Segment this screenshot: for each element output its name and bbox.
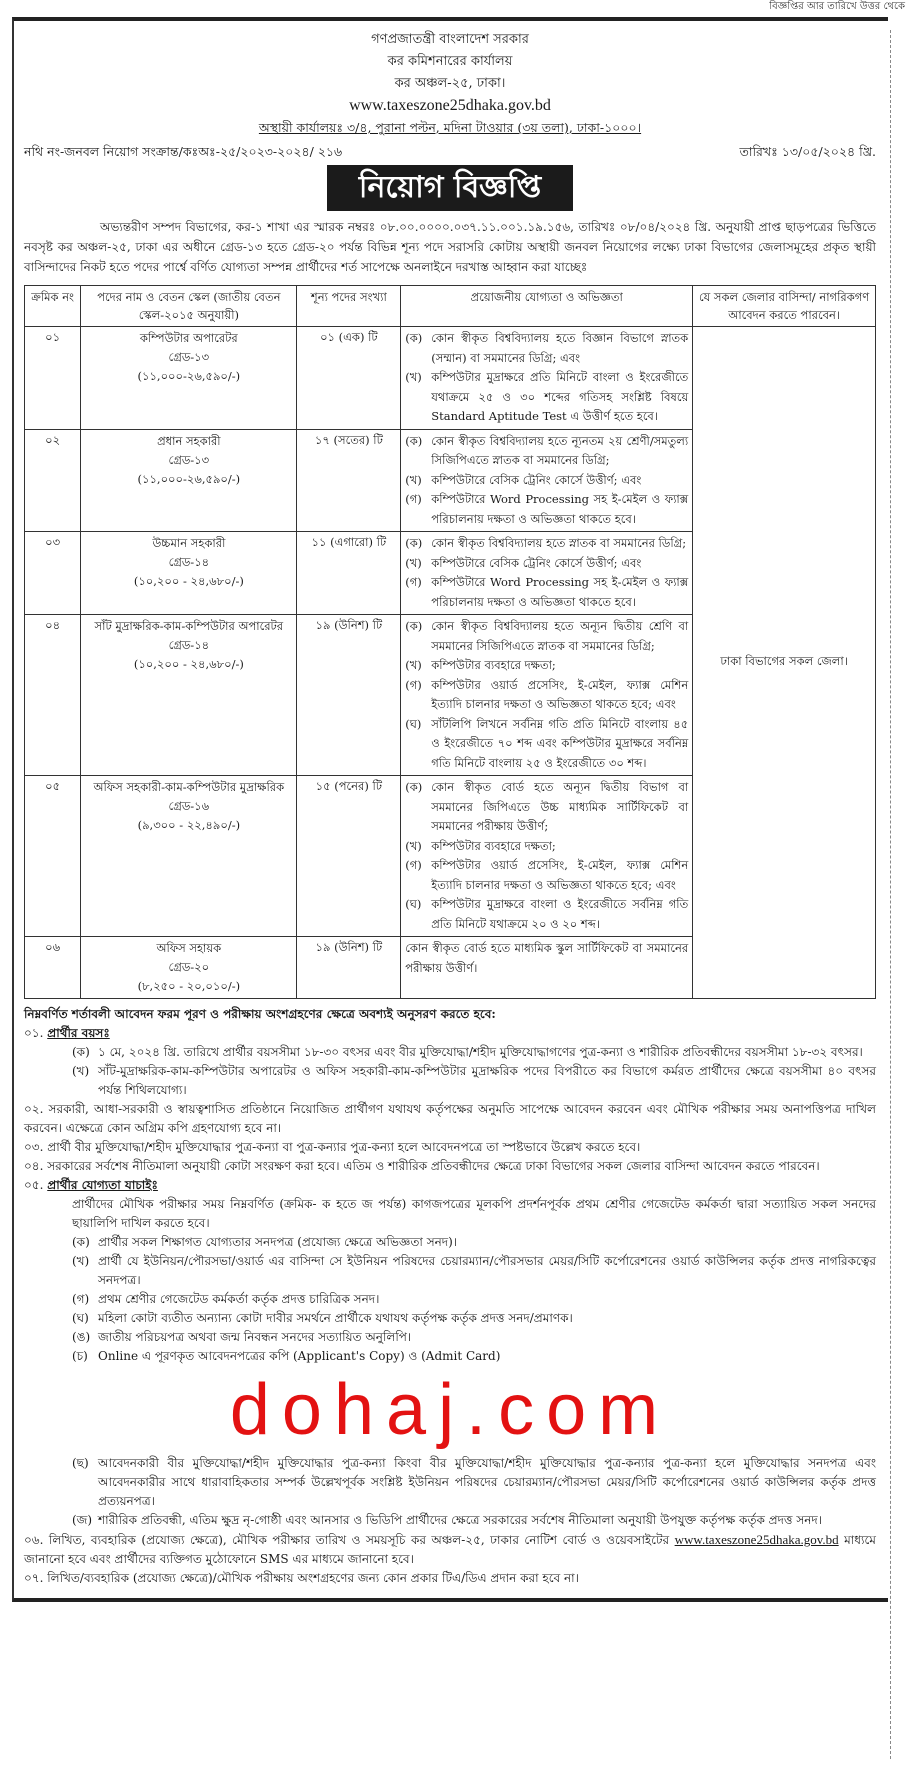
qualification-text: কোন স্বীকৃত বিশ্ববিদ্যালয় হতে অন্যূন দ্বিতীয় শ্রেণি বা সমমানের সিজিপিএতে স্নাতক বা সমমানের ডিগ্রি;: [431, 619, 689, 653]
condition-5-number: ০৫.: [24, 1178, 44, 1192]
row-serial: ০৬: [25, 937, 81, 999]
qualification-item: [405, 939, 688, 978]
qualification-text: কোন স্বীকৃত বোর্ড হতে মাধ্যমিক স্কুল সার্টিফিকেট বা সমমানের পরীক্ষায় উত্তীর্ণ।: [405, 941, 689, 975]
qualification-marker: (ঘ): [405, 897, 422, 911]
qualification-item: [405, 329, 688, 368]
qualification-text: কম্পিউটারে বেসিক ট্রেনিং কোর্সে উত্তীর্ণ; এবং: [431, 472, 642, 487]
row-serial: ০২: [25, 429, 81, 532]
table-header-row: [25, 286, 876, 327]
header-qualification: প্রয়োজনীয় যোগ্যতা ও অভিজ্ঞতা: [401, 286, 693, 327]
qualification-marker: (গ): [405, 858, 422, 872]
condition-5-items-continued: [24, 1454, 876, 1530]
row-qualifications: [401, 937, 693, 999]
condition-5-items: [24, 1233, 876, 1366]
qualification-marker: (ক): [405, 331, 423, 345]
qualification-text: কোন স্বীকৃত বিশ্ববিদ্যালয় হতে ন্যূনতম ২য় শ্রেণী/সমতুল্য সিজিপিএতে স্নাতক বা সমমানের ডিগ্রি;: [431, 433, 689, 467]
cut-line: [890, 30, 891, 1759]
condition-6-prefix: ০৬. লিখিত, ব্যবহারিক (প্রযোজ্য ক্ষেত্রে), মৌখিক পরীক্ষার তারিখ ও সময়সূচি কর অঞ্চল-২৫, ঢাকার নোটিশ বোর্ড ও ওয়েবসাইটের: [24, 1533, 670, 1547]
qualification-item: [405, 554, 688, 574]
qualification-item: [405, 471, 688, 491]
office-address: অস্থায়ী কার্যালয়ঃ ৩/৪, পুরানা পল্টন, মদিনা টাওয়ার (৩য় তলা), ঢাকা-১০০০।: [258, 120, 642, 135]
condition-1: [24, 1024, 876, 1043]
qualification-text: কম্পিউটার ওয়ার্ড প্রসেসিং, ই-মেইল, ফ্যাক্স মেশিন ইত্যাদি চালনার দক্ষতা ও অভিজ্ঞতা থাকতে হবে; এবং: [431, 858, 689, 892]
row-post: [81, 776, 297, 937]
qualification-item: [405, 856, 688, 895]
row-vacancy-count: ০১ (এক) টি: [297, 327, 401, 430]
condition-6-website-link[interactable]: www.taxeszone25dhaka.gov.bd: [674, 1532, 839, 1547]
reference-row: [24, 143, 876, 161]
office-header: [24, 29, 876, 139]
row-eligible-districts: ঢাকা বিভাগের সকল জেলা।: [693, 327, 876, 999]
qualification-text: কম্পিউটার ব্যবহারে দক্ষতা;: [431, 658, 556, 672]
post-grade: গ্রেড-১৩: [168, 452, 210, 467]
qualification-marker: (ক): [405, 536, 423, 550]
qualification-marker: (খ): [405, 472, 422, 487]
condition-sub-item: [24, 1233, 876, 1252]
qualification-item: [405, 676, 688, 715]
notice-title-wrap: [24, 165, 876, 211]
condition-5: [24, 1176, 876, 1195]
qualification-item: [405, 534, 688, 554]
qualification-marker: (ক): [405, 780, 423, 794]
qualification-marker: (গ): [405, 575, 422, 589]
post-grade: গ্রেড-১৪: [168, 638, 210, 652]
header-district: যে সকল জেলার বাসিন্দা/ নাগরিকগণ আবেদন করতে পারবেন।: [693, 286, 876, 327]
condition-sub-marker: (গ): [72, 1292, 90, 1306]
condition-sub-marker: (খ): [72, 1064, 90, 1078]
condition-sub-marker: (জ): [72, 1513, 93, 1527]
condition-sub-marker: (ঙ): [72, 1330, 91, 1344]
post-scale: (১০,২০০ - ২৪,৬৮০/-): [133, 574, 244, 588]
condition-sub-text: ১ মে, ২০২৪ খ্রি. তারিখে প্রার্থীর বয়সসীমা ১৮-৩০ বৎসর এবং বীর মুক্তিযোদ্ধা/শহীদ মুক্তিযোদ্ধাগণের পুত্র-কন্যা ও শারীরিক প্রতিবন্ধীদের বয়সসীমা ১৮-৩২ বৎসর।: [98, 1045, 863, 1059]
condition-1-title: প্রার্থীর বয়সঃ: [47, 1026, 110, 1040]
post-post: প্রধান সহকারী: [157, 433, 221, 448]
row-post: [81, 327, 297, 430]
row-post: [81, 532, 297, 615]
row-post: [81, 615, 297, 776]
top-clipped-note: বিজ্ঞপ্তির আর তারিখে উত্তর থেকে: [769, 1, 905, 12]
qualification-marker: (গ): [405, 492, 422, 506]
row-vacancy-count: ১৫ (পনের) টি: [297, 776, 401, 937]
row-serial: ০১: [25, 327, 81, 430]
condition-sub-text: প্রথম শ্রেণীর গেজেটেড কর্মকর্তা কর্তৃক প্রদত্ত চারিত্রিক সনদ।: [98, 1292, 380, 1306]
row-vacancy-count: ১৯ (উনিশ) টি: [297, 937, 401, 999]
condition-5-title: প্রার্থীর যোগ্যতা যাচাইঃ: [47, 1178, 158, 1192]
office-website[interactable]: www.taxeszone25dhaka.gov.bd: [349, 97, 551, 114]
qualification-text: সাঁটলিপি লিখনে সর্বনিম্ন গতি প্রতি মিনিটে বাংলায় ৪৫ ও ইংরেজীতে ৭০ শব্দ এবং কম্পিউটার মুদ্রাক্ষরে সর্বনিম্ন গতি মিনিটে বাংলায় ২৫ ও ইংরেজীতে ৩০ শব্দ।: [431, 716, 689, 770]
post-post: কম্পিউটার অপারেটর: [139, 331, 238, 345]
condition-sub-text: জাতীয় পরিচয়পত্র অথবা জন্ম নিবন্ধন সনদের সত্যায়িত অনুলিপি।: [98, 1330, 412, 1344]
government-name: গণপ্রজাতন্ত্রী বাংলাদেশ সরকার: [371, 32, 529, 47]
qualification-item: [405, 778, 688, 837]
intro-paragraph: [24, 217, 876, 277]
intro-text: অভ্যন্তরীণ সম্পদ বিভাগের, কর-১ শাখা এর স্মারক নম্বরঃ ০৮.০০.০০০০.০৩৭.১১.০০১.১৯.১৫৬, তারিখঃ ০৮/০৪/২০২৪ খ্রি. অনুযায়ী প্রাপ্ত ছাড়পত্রের ভিত্তিতে নবসৃষ্ট কর অঞ্চল-২৫, ঢাকা এর অধীনে গ্রেড-১৩ হতে গ্রেড-২০ পর্যন্ত বিভিন্ন শূন্য পদে সরাসরি কোটায় অস্থায়ী জনবল নিয়োগের লক্ষ্যে ঢাকা বিভাগের জেলাসমূহের প্রকৃত স্থায়ী বাসিন্দাদের নিকট হতে পদের পার্শ্বে বর্ণিত যোগ্যতা সম্পন্ন প্রার্থীদের শর্ত সাপেক্ষে অনলাইনে দরখাস্ত আহ্বান করা যাচ্ছেঃ: [24, 220, 876, 274]
qualification-text: কোন স্বীকৃত বিশ্ববিদ্যালয় হতে স্নাতক বা সমমানের ডিগ্রি;: [431, 536, 687, 550]
qualification-item: [405, 368, 688, 427]
table-body: [25, 327, 876, 999]
row-qualifications: [401, 327, 693, 430]
watermark-row: [24, 1370, 876, 1450]
row-qualifications: [401, 429, 693, 532]
condition-sub-text: শারীরিক প্রতিবন্ধী, এতিম ক্ষুদ্র নৃ-গোষ্ঠী এবং আনসার ও ভিডিপি প্রার্থীদের ক্ষেত্রে সরকারের সর্বশেষ নীতিমালা অনুযায়ী উপযুক্ত কর্তৃপক্ষ কর্তৃক প্রদত্ত সনদ।: [98, 1513, 823, 1527]
post-scale: (১১,০০০-২৬,৫৯০/-): [137, 369, 241, 383]
qualification-item: [405, 490, 688, 529]
condition-2: ০২. সরকারী, আধা-সরকারী ও স্বায়ত্বশাসিত প্রতিষ্ঠানে নিয়োজিত প্রার্থীগণ যথাযথ কর্তৃপক্ষের অনুমতি সাপেক্ষে আবেদন করবেন এবং মৌখিক পরীক্ষার সময় অনাপত্তিপত্র দাখিল করবেন। এক্ষেত্রে কোন অগ্রিম কপি গ্রহণযোগ্য হবে না।: [24, 1102, 876, 1135]
condition-6-suffix: মাধ্যমে জানানো হবে এবং প্রার্থীদের ব্যক্তিগত মুঠোফোনে SMS এর মাধ্যমে জানানো হবে।: [24, 1533, 876, 1566]
qualification-marker: (খ): [405, 555, 422, 570]
notice-title-banner: নিয়োগ বিজ্ঞপ্তি: [327, 165, 573, 211]
qualification-text: কোন স্বীকৃত বিশ্ববিদ্যালয় হতে বিজ্ঞান বিভাগে স্নাতক (সম্মান) বা সমমানের ডিগ্রি; এবং: [431, 331, 689, 365]
qualification-text: কম্পিউটার ওয়ার্ড প্রসেসিং, ই-মেইল, ফ্যাক্স মেশিন ইত্যাদি চালনার দক্ষতা ও অভিজ্ঞতা থাকতে হবে; এবং: [431, 677, 689, 711]
qualification-text: কোন স্বীকৃত বোর্ড হতে অন্যূন দ্বিতীয় বিভাগ বা সমমানের জিপিএতে উচ্চ মাধ্যমিক সার্টিফিকেট বা সমমানের পরীক্ষায় উত্তীর্ণ;: [431, 780, 689, 833]
qualification-marker: (ক): [405, 433, 423, 448]
condition-sub-marker: (ক): [72, 1235, 90, 1249]
office-name: কর কমিশনারের কার্যালয়: [387, 54, 513, 69]
post-post: সাঁট মুদ্রাক্ষরিক-কাম-কম্পিউটার অপারেটর: [94, 619, 284, 633]
post-post: অফিস সহায়ক: [156, 941, 222, 955]
condition-sub-marker: (খ): [72, 1254, 90, 1268]
condition-sub-marker: (ঘ): [72, 1311, 89, 1325]
table-row: [25, 327, 876, 430]
condition-sub-text: প্রার্থী যে ইউনিয়ন/পৌরসভা/ওয়ার্ড এর বাসিন্দা সে ইউনিয়ন পরিষদের চেয়ারম্যান/পৌরসভার মেয়র/সিটি কর্পোরেশনের ওয়ার্ড কাউন্সিলর কর্তৃক প্রদত্ত নাগরিকত্বের সনদপত্র।: [98, 1254, 876, 1287]
condition-sub-item: [24, 1328, 876, 1347]
condition-sub-item: [24, 1347, 876, 1366]
row-serial: ০৩: [25, 532, 81, 615]
condition-sub-text: আবেদনকারী বীর মুক্তিযোদ্ধা/শহীদ মুক্তিযোদ্ধার পুত্র-কন্যা কিংবা বীর মুক্তিযোদ্ধা/শহীদ মুক্তিযোদ্ধার পুত্র-কন্যার পুত্র-কন্যা হলে মুক্তিযোদ্ধার সনদপত্র এবং আবেদনকারীর সাথে ধারাবাহিকতার সম্পর্ক উল্লেখপূর্বক সংশ্লিষ্ট ইউনিয়ন পরিষদের চেয়ারম্যান/পৌরসভা মেয়র/সিটি কর্পোরেশনের ওয়ার্ড কাউন্সিলর কর্তৃক প্রদত্ত প্রত্যয়নপত্র।: [98, 1456, 876, 1508]
conditions-section: [24, 1005, 876, 1588]
condition-sub-item: [24, 1043, 876, 1062]
post-grade: গ্রেড-১৬: [168, 799, 210, 813]
condition-sub-marker: (ক): [72, 1045, 90, 1059]
vacancy-table: [24, 285, 876, 999]
header-count: শূন্য পদের সংখ্যা: [297, 286, 401, 327]
post-scale: (৮,২৫০ - ২০,০১০/-): [137, 979, 241, 993]
condition-sub-item: [24, 1062, 876, 1100]
condition-sub-item: [24, 1309, 876, 1328]
row-vacancy-count: ১৯ (উনিশ) টি: [297, 615, 401, 776]
header-serial: ক্রমিক নং: [25, 286, 81, 327]
qualification-text: কম্পিউটারে বেসিক ট্রেনিং কোর্সে উত্তীর্ণ; এবং: [431, 555, 642, 570]
qualification-item: [405, 837, 688, 857]
post-grade: গ্রেড-২০: [168, 960, 210, 974]
row-serial: ০৪: [25, 615, 81, 776]
notice-date: তারিখঃ ১৩/০৫/২০২৪ খ্রি.: [739, 144, 876, 159]
qualification-marker: (খ): [405, 658, 422, 672]
qualification-text: কম্পিউটারে Word Processing সহ ই-মেইল ও ফ্যাক্স পরিচালনায় দক্ষতা ও অভিজ্ঞতা থাকতে হবে।: [431, 492, 689, 526]
memo-number: নথি নং-জনবল নিয়োগ সংক্রান্ত/কঃঅঃ-২৫/২০২৩-২০২৪/ ২১৬: [24, 144, 343, 159]
condition-sub-item: [24, 1454, 876, 1511]
row-qualifications: [401, 532, 693, 615]
qualification-marker: (গ): [405, 677, 422, 692]
post-grade: গ্রেড-১৩: [168, 350, 210, 364]
condition-sub-item: [24, 1511, 876, 1530]
qualification-text: কম্পিউটার ব্যবহারে দক্ষতা;: [431, 838, 556, 853]
condition-7: ০৭. লিখিত/ব্যবহারিক (প্রযোজ্য ক্ষেত্রে)/মৌখিক পরীক্ষায় অংশগ্রহণের জন্য কোন প্রকার টিএ/ডিএ প্রদান করা হবে না।: [24, 1571, 579, 1585]
post-post: অফিস সহকারী-কাম-কম্পিউটার মুদ্রাক্ষরিক: [93, 780, 285, 794]
row-serial: ০৫: [25, 776, 81, 937]
condition-sub-text: মহিলা কোটা ব্যতীত অন্যান্য কোটা দাবীর সমর্থনে প্রার্থীকে যথাযথ কর্তৃপক্ষ কর্তৃক প্রদত্ত সনদ/প্রমাণক।: [98, 1311, 573, 1325]
condition-sub-marker: (ছ): [72, 1456, 89, 1470]
post-grade: গ্রেড-১৪: [168, 555, 210, 569]
condition-4: ০৪. সরকারের সর্বশেষ নীতিমালা অনুযায়ী কোটা সংরক্ষণ করা হবে। এতিম ও শারীরিক প্রতিবন্ধীদের ক্ষেত্রে ঢাকা বিভাগের সকল জেলার বাসিন্দা আবেদন করতে পারবেন।: [24, 1159, 820, 1173]
condition-sub-text: সাঁট-মুদ্রাক্ষরিক-কাম-কম্পিউটার অপারেটর ও অফিস সহকারী-কাম-কম্পিউটার মুদ্রাক্ষরিক পদের বিপরীতে কর বিভাগে কর্মরত প্রার্থীদের ক্ষেত্রে বয়সসীমা ৪০ বৎসর পর্যন্ত শিথিলযোগ্য।: [98, 1064, 876, 1097]
notice-frame: [12, 17, 888, 1602]
conditions-heading: নিম্নবর্ণিত শর্তাবলী আবেদন ফরম পূরণ ও পরীক্ষায় অংশগ্রহণের ক্ষেত্রে অবশ্যই অনুসরণ করতে হবে:: [24, 1007, 496, 1021]
watermark-text: dohaj.com: [229, 1370, 671, 1450]
post-scale: (৯,৩০০ - ২২,৪৯০/-): [137, 818, 241, 832]
qualification-item: [405, 432, 688, 471]
condition-5-intro: প্রার্থীদের মৌখিক পরীক্ষার সময় নিম্নবর্ণিত (ক্রমিক- ক হতে জ পর্যন্ত) কাগজপত্রের মূলকপি প্রদর্শনপূর্বক প্রথম শ্রেণীর গেজেটেড কর্মকর্তা দ্বারা সত্যায়িত সকল সনদের ছায়ালিপি দাখিল করতে হবে।: [72, 1197, 876, 1230]
row-qualifications: [401, 615, 693, 776]
row-post: [81, 429, 297, 532]
condition-sub-item: [24, 1252, 876, 1290]
condition-6: [24, 1530, 876, 1569]
condition-sub-marker: (চ): [72, 1349, 88, 1363]
qualification-item: [405, 895, 688, 934]
post-post: উচ্চমান সহকারী: [152, 536, 226, 550]
qualification-item: [405, 617, 688, 656]
qualification-item: [405, 715, 688, 774]
row-vacancy-count: ১১ (এগারো) টি: [297, 532, 401, 615]
qualification-marker: (ক): [405, 619, 423, 633]
header-post: পদের নাম ও বেতন স্কেল (জাতীয় বেতন স্কেল-২০১৫ অনুযায়ী): [81, 286, 297, 327]
row-vacancy-count: ১৭ (সতের) টি: [297, 429, 401, 532]
condition-sub-text: Online এ পূরণকৃত আবেদনপত্রের কপি (Applicant's Copy) ও (Admit Card): [98, 1349, 501, 1363]
qualification-text: কম্পিউটার মুদ্রাক্ষরে প্রতি মিনিটে বাংলা ও ইংরেজীতে যথাক্রমে ২৫ ও ৩০ শব্দের গতিসহ সংশ্লিষ্ট বিষয়ে Standard Aptitude Test এ উত্তীর্ণ হতে হবে।: [431, 370, 689, 423]
row-qualifications: [401, 776, 693, 937]
qualification-marker: (খ): [405, 838, 422, 853]
qualification-text: কম্পিউটারে Word Processing সহ ই-মেইল ও ফ্যাক্স পরিচালনায় দক্ষতা ও অভিজ্ঞতা থাকতে হবে।: [431, 575, 689, 609]
zone-name: কর অঞ্চল-২৫, ঢাকা।: [394, 76, 506, 91]
qualification-marker: (ঘ): [405, 716, 422, 731]
post-scale: (১০,২০০ - ২৪,৬৮০/-): [133, 657, 244, 671]
condition-3: ০৩. প্রার্থী বীর মুক্তিযোদ্ধা/শহীদ মুক্তিযোদ্ধার পুত্র-কন্যা বা পুত্র-কন্যার পুত্র-কন্যা হলে আবেদনপত্রে তা স্পষ্টভাবে উল্লেখ করতে হবে।: [24, 1140, 641, 1154]
qualification-marker: (খ): [405, 370, 422, 384]
condition-1-items: [24, 1043, 876, 1100]
post-scale: (১১,০০০-২৬,৫৯০/-): [137, 471, 241, 486]
qualification-item: [405, 656, 688, 676]
condition-sub-item: [24, 1290, 876, 1309]
condition-1-number: ০১.: [24, 1026, 44, 1040]
qualification-text: কম্পিউটার মুদ্রাক্ষরে বাংলা ও ইংরেজীতে সর্বনিম্ন গতি প্রতি মিনিটে যথাক্রমে ২০ ও ২০ শব্দ।: [431, 897, 689, 931]
row-post: [81, 937, 297, 999]
qualification-item: [405, 573, 688, 612]
condition-sub-text: প্রার্থীর সকল শিক্ষাগত যোগ্যতার সনদপত্র (প্রযোজ্য ক্ষেত্রে অভিজ্ঞতা সনদ)।: [98, 1235, 458, 1249]
